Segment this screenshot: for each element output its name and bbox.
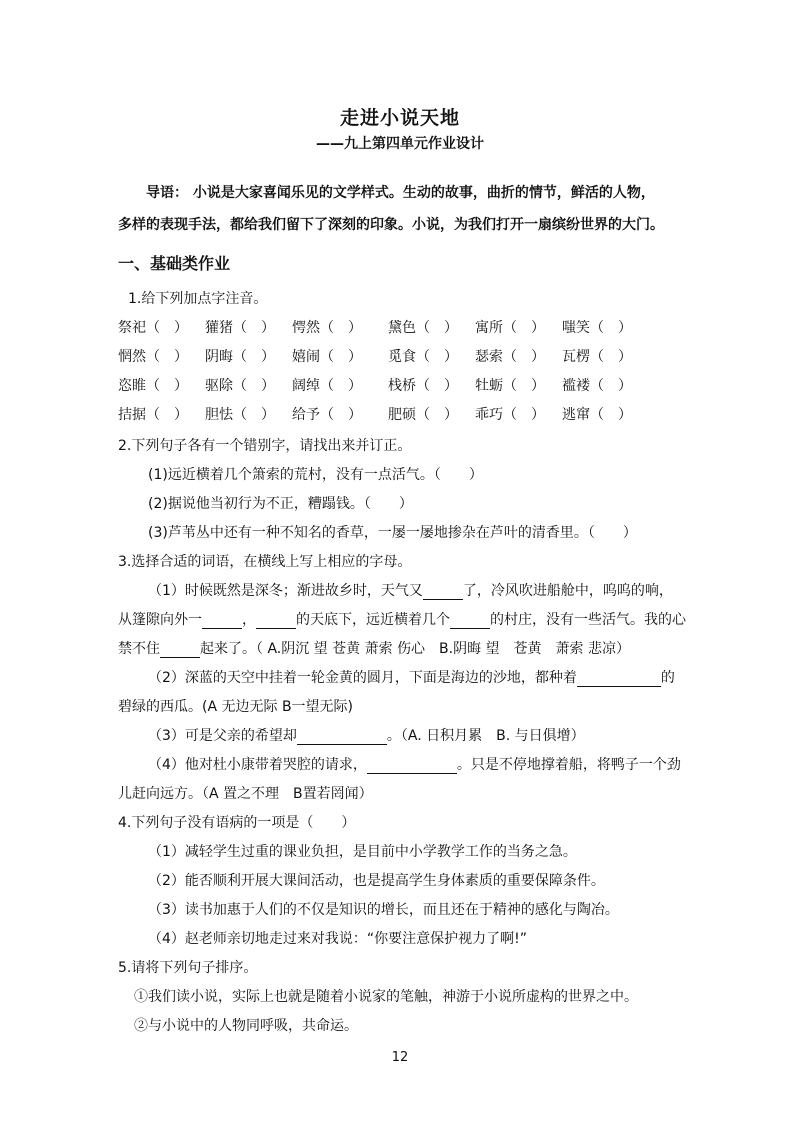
pinyin-item: 恣睢（ ） [118, 378, 188, 394]
question-4-item-1: （1）减轻学生过重的课业负担，是目前中小学教学工作的当务之急。 [148, 844, 577, 860]
pinyin-item: 拮据（ ） [118, 407, 188, 423]
question-2-item-3: (3)芦苇丛中还有一种不知名的香草，一屡一屡地掺杂在芦叶的清香里。（ ） [148, 525, 637, 541]
question-3-item-2-line-1 [148, 667, 675, 687]
q3-text: 。（A. 日积月累 B. 与日俱增） [386, 728, 585, 744]
pinyin-item: 愕然（ ） [292, 320, 362, 336]
question-3-item-1-line-2 [118, 609, 686, 629]
question-5-item-2: ②与小说中的人物同呼吸，共命运。 [134, 1018, 358, 1034]
pinyin-item: 嬉闹（ ） [292, 349, 362, 365]
pinyin-item: 肥硕（ ） [388, 407, 458, 423]
question-3-item-3 [148, 725, 585, 745]
page-title: 走进小说天地 [339, 107, 460, 129]
question-2-item-1: (1)远近横着几个箫索的荒村，没有一点活气。（ ） [148, 467, 483, 483]
intro-line-2: 多样的表现手法，都给我们留下了深刻的印象。小说，为我们打开一扇缤纷世界的大门。 [118, 217, 664, 233]
q3-text: 了，冷风吹进船舱中，呜呜的响， [462, 583, 673, 599]
intro-line-1 [118, 177, 684, 209]
q3-text: （2）深蓝的天空中挂着一轮金黄的圆月，下面是海边的沙地，都种着 [148, 670, 577, 686]
question-5-title: 5.请将下列句子排序。 [118, 960, 258, 976]
pinyin-item: 给予（ ） [292, 407, 362, 423]
q3-text: （4）他对杜小康带着哭腔的请求， [148, 757, 367, 773]
section-heading: 一、基础类作业 [118, 254, 231, 273]
question-4-item-2: （2）能否顺利开展大课间活动，也是提高学生身体素质的重要保障条件。 [148, 873, 605, 889]
answer-blank[interactable] [450, 614, 490, 629]
question-1-title: 1.给下列加点字注音。 [128, 291, 268, 307]
q3-text: 禁不住 [118, 641, 160, 657]
page-subtitle: ——九上第四单元作业设计 [316, 136, 484, 152]
pinyin-item: 瑟索（ ） [475, 349, 545, 365]
pinyin-item: 寓所（ ） [475, 320, 545, 336]
pinyin-item: 黛色（ ） [388, 320, 458, 336]
question-5-item-1: ①我们读小说，实际上也就是随着小说家的笔触，神游于小说所虚构的世界之中。 [134, 989, 638, 1005]
pinyin-item: 胆怯（ ） [205, 407, 275, 423]
answer-blank[interactable] [297, 730, 387, 745]
pinyin-item: 乖巧（ ） [475, 407, 545, 423]
question-3-title: 3.选择合适的词语，在横线上写上相应的字母。 [118, 554, 412, 570]
pinyin-item: 惘然（ ） [118, 349, 188, 365]
pinyin-item: 牡蛎（ ） [475, 378, 545, 394]
pinyin-item: 逃窜（ ） [562, 407, 632, 423]
q3-text: （3）可是父亲的希望却 [148, 728, 297, 744]
question-3-item-1-line-3 [118, 638, 630, 658]
answer-blank[interactable] [202, 614, 242, 629]
q3-text: （1）时候既然是深冬；渐进故乡时，天气又 [148, 583, 423, 599]
pinyin-item: 阔绰（ ） [292, 378, 362, 394]
pinyin-item: 祭祀（ ） [118, 320, 188, 336]
question-4-title: 4.下列句子没有语病的一项是（ ） [118, 815, 356, 831]
page-number: 12 [391, 1050, 409, 1065]
question-3-item-2-line-2: 碧绿的西瓜。(A 无边无际 B一望无际) [118, 699, 354, 715]
question-2-item-2: (2)据说他当初行为不正，糟蹋钱。（ ） [148, 496, 413, 512]
question-3-item-4-line-1 [148, 754, 681, 774]
answer-blank[interactable] [160, 643, 200, 658]
q3-text: 的天底下，远近横着几个 [296, 612, 450, 628]
q3-text: 起来了。（ A.阴沉 望 苍黄 萧索 伤心 B.阴晦 望 苍黄 萧索 悲凉） [200, 641, 630, 657]
q3-text: 的 [660, 670, 675, 686]
pinyin-item: 栈桥（ ） [388, 378, 458, 394]
answer-blank[interactable] [367, 759, 457, 774]
answer-blank[interactable] [423, 585, 463, 600]
intro-lead: 导语： [146, 185, 188, 201]
pinyin-item: 阴晦（ ） [205, 349, 275, 365]
pinyin-item: 嗤笑（ ） [562, 320, 632, 336]
question-4-item-4: （4）赵老师亲切地走过来对我说：“你要注意保护视力了啊!” [148, 931, 528, 947]
pinyin-item: 驱除（ ） [205, 378, 275, 394]
answer-blank[interactable] [577, 672, 661, 687]
q3-text: 从篷隙向外一 [118, 612, 202, 628]
intro-text-1: 小说是大家喜闻乐见的文学样式。生动的故事，曲折的情节，鲜活的人物， [192, 185, 655, 201]
question-4-item-3: （3）读书加惠于人们的不仅是知识的增长，而且还在于精神的感化与陶冶。 [148, 902, 619, 918]
pinyin-item: 獾猪（ ） [205, 320, 275, 336]
q3-text: ， [242, 612, 256, 628]
pinyin-item: 褴褛（ ） [562, 378, 632, 394]
pinyin-item: 觅食（ ） [388, 349, 458, 365]
question-3-item-4-line-2: 儿赶向远方。（A 置之不理 B置若罔闻） [118, 786, 373, 802]
q3-text: 。只是不停地撑着船，将鸭子一个劲 [456, 757, 681, 773]
q3-text: 的村庄，没有一些活气。我的心 [490, 612, 686, 628]
pinyin-item: 瓦楞（ ） [562, 349, 632, 365]
answer-blank[interactable] [256, 614, 296, 629]
question-3-item-1-line-1 [148, 580, 673, 600]
question-2-title: 2.下列句子各有一个错别字，请找出来并订正。 [118, 438, 412, 454]
